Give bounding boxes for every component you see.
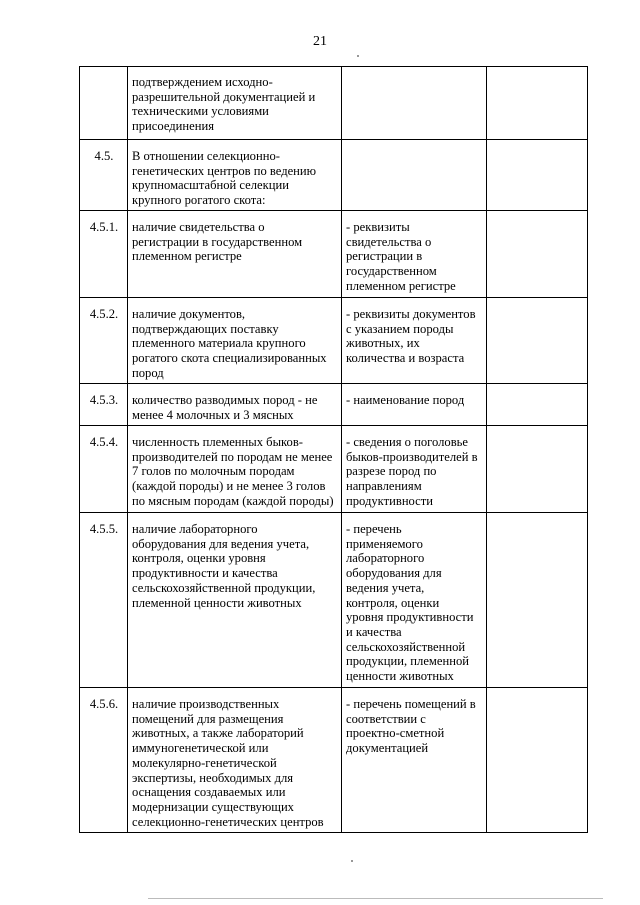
table-row	[80, 384, 588, 426]
scan-speck	[351, 860, 353, 862]
empty-cell	[487, 513, 588, 688]
requisites-cell	[342, 140, 487, 211]
empty-cell	[487, 67, 588, 140]
requisites-cell: - наименование пород	[342, 384, 487, 426]
scan-edge-line	[148, 898, 603, 899]
empty-cell	[487, 140, 588, 211]
requisites-cell	[342, 67, 487, 140]
criterion-cell: наличие лабораторного оборудования для ведения учета, контроля, оценки уровня продуктивности и качества сельскохозяйственной продукции, племенной ценности животных	[128, 513, 342, 688]
table-row	[80, 513, 588, 688]
table-row	[80, 426, 588, 513]
criterion-cell: подтверждением исходно- разрешительной документацией и техническими условиями присоединения	[128, 67, 342, 140]
table-row	[80, 298, 588, 384]
row-number-cell	[80, 67, 128, 140]
page-number: 21	[313, 34, 327, 49]
row-number-cell: 4.5.4.	[80, 426, 128, 513]
table-row	[80, 140, 588, 211]
criterion-cell: наличие производственных помещений для размещения животных, а также лабораторий иммуногенетической или молекулярно-генетической экспертизы, необходимых для оснащения создаваемых или модернизации существующих селекционно-генетических центров	[128, 688, 342, 833]
criterion-cell: наличие свидетельства о регистрации в государственном племенном регистре	[128, 211, 342, 298]
row-number-cell: 4.5.2.	[80, 298, 128, 384]
scan-speck	[357, 55, 359, 57]
row-number-cell: 4.5.3.	[80, 384, 128, 426]
empty-cell	[487, 384, 588, 426]
table-row	[80, 211, 588, 298]
table-row	[80, 688, 588, 833]
row-number-cell: 4.5.5.	[80, 513, 128, 688]
table-row	[80, 67, 588, 140]
requisites-cell: - перечень помещений в соответствии с проектно-сметной документацией	[342, 688, 487, 833]
empty-cell	[487, 688, 588, 833]
requirements-table	[79, 66, 588, 833]
requisites-cell: - реквизиты документов с указанием породы животных, их количества и возраста	[342, 298, 487, 384]
empty-cell	[487, 298, 588, 384]
requisites-cell: - сведения о поголовье быков-производителей в разрезе пород по направлениям продуктивности	[342, 426, 487, 513]
criterion-cell: численность племенных быков- производителей по породам не менее 7 голов по молочным породам (каждой породы) и не менее 3 голов по мясным породам (каждой породы)	[128, 426, 342, 513]
row-number-cell: 4.5.	[80, 140, 128, 211]
empty-cell	[487, 211, 588, 298]
requisites-cell: - реквизиты свидетельства о регистрации в государственном племенном регистре	[342, 211, 487, 298]
criterion-cell: наличие документов, подтверждающих поставку племенного материала крупного рогатого скота специализированных пород	[128, 298, 342, 384]
requisites-cell: - перечень применяемого лабораторного оборудования для ведения учета, контроля, оценки уровня продуктивности и качества сельскохозяйственной продукции, племенной ценности животных	[342, 513, 487, 688]
row-number-cell: 4.5.1.	[80, 211, 128, 298]
row-number-cell: 4.5.6.	[80, 688, 128, 833]
criterion-cell: В отношении селекционно- генетических центров по ведению крупномасштабной селекции крупного рогатого скота:	[128, 140, 342, 211]
criterion-cell: количество разводимых пород - не менее 4 молочных и 3 мясных	[128, 384, 342, 426]
empty-cell	[487, 426, 588, 513]
